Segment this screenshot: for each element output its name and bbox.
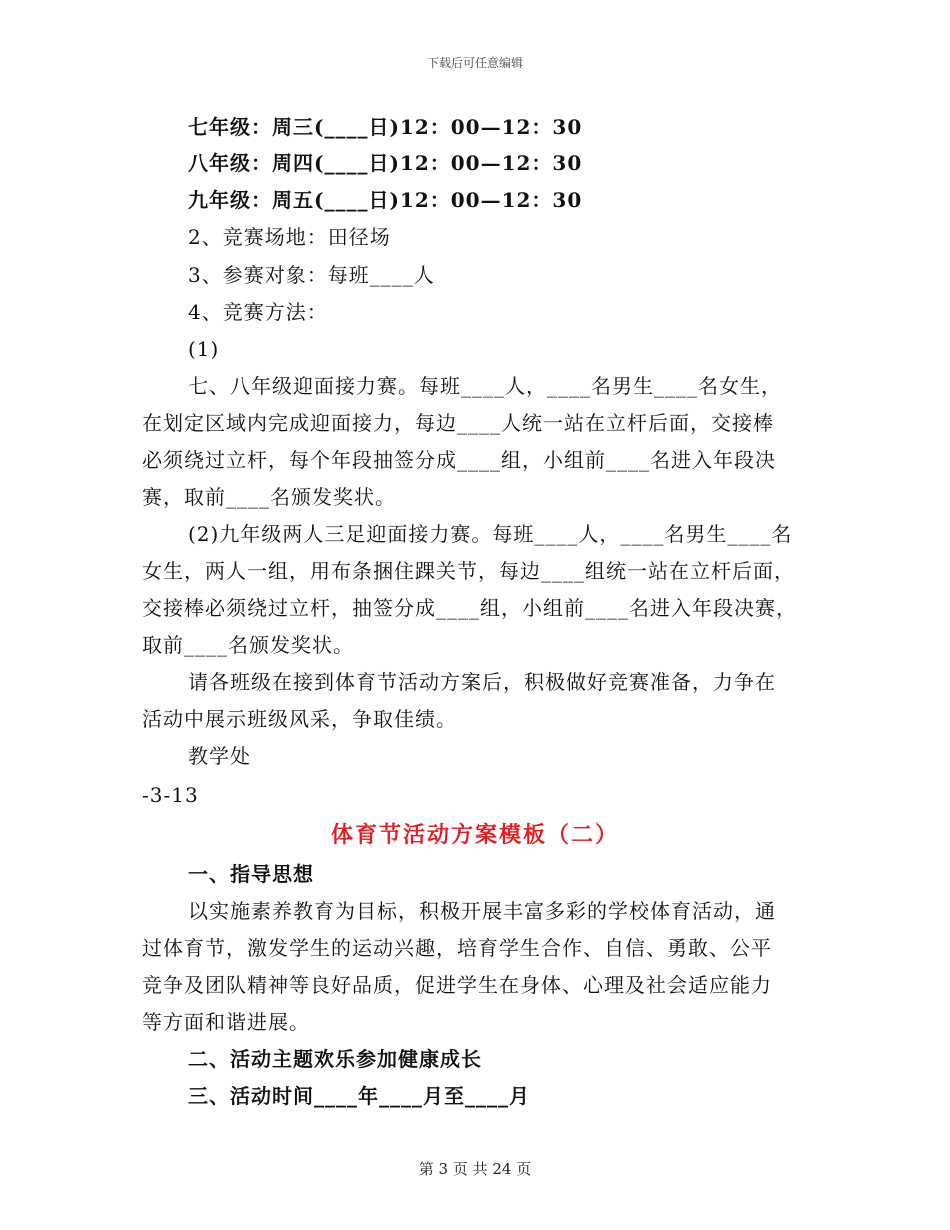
signature-date: -3-13 (142, 783, 199, 807)
paragraph-line: 以实施素养教育为目标，积极开展丰富多彩的学校体育活动，通 (188, 899, 776, 923)
heading-theme: 二、活动主题欢乐参加健康成长 (188, 1047, 482, 1071)
paragraph-line: 活动中展示班级风采，争取佳绩。 (142, 707, 457, 731)
paragraph-line: 在划定区域内完成迎面接力，每边____人统一站在立杆后面，交接棒 (142, 411, 774, 435)
schedule-grade7: 七年级：周三(____日)12：00—12：30 (188, 115, 583, 139)
page-header: 下载后可任意编辑 (426, 56, 523, 70)
paragraph-line: 必须绕过立杆，每个年段抽签分成____组，小组前____名进入年段决 (142, 448, 776, 472)
paragraph-line: 交接棒必须绕过立杆，抽签分成____组，小组前____名进入年段决赛， (142, 596, 797, 620)
venue-line: 2、竞赛场地：田径场 (188, 225, 391, 249)
heading-time: 三、活动时间____年____月至____月 (188, 1084, 530, 1108)
method-item-1: (1) (188, 337, 220, 361)
paragraph-line: 七、八年级迎面接力赛。每班____人，____名男生____名女生， (188, 374, 782, 398)
paragraph-line: 等方面和谐进展。 (142, 1010, 310, 1034)
paragraph-line: 取前____名颁发奖状。 (142, 633, 354, 657)
paragraph-line: 过体育节，激发学生的运动兴趣，培育学生合作、自信、勇敢、公平 (142, 936, 772, 960)
paragraph-line: 赛，取前____名颁发奖状。 (142, 485, 396, 509)
paragraph-line: (2)九年级两人三足迎面接力赛。每班____人，____名男生____名 (188, 522, 793, 546)
signature-office: 教学处 (188, 744, 251, 768)
method-line: 4、竞赛方法： (188, 300, 328, 324)
schedule-grade9: 九年级：周五(____日)12：00—12：30 (188, 188, 583, 212)
heading-guiding-thought: 一、指导思想 (188, 862, 314, 886)
schedule-grade8: 八年级：周四(____日)12：00—12：30 (188, 151, 583, 175)
page-footer: 第 3 页 共 24 页 (418, 1160, 532, 1178)
section-title: 体育节活动方案模板（二） (330, 822, 619, 848)
paragraph-line: 女生，两人一组，用布条捆住踝关节，每边____组统一站在立杆后面， (142, 559, 795, 583)
paragraph-line: 请各班级在接到体育节活动方案后，积极做好竞赛准备，力争在 (188, 670, 776, 694)
paragraph-line: 竞争及团队精神等良好品质，促进学生在身体、心理及社会适应能力 (142, 973, 772, 997)
participants-line: 3、参赛对象：每班____人 (188, 263, 435, 287)
